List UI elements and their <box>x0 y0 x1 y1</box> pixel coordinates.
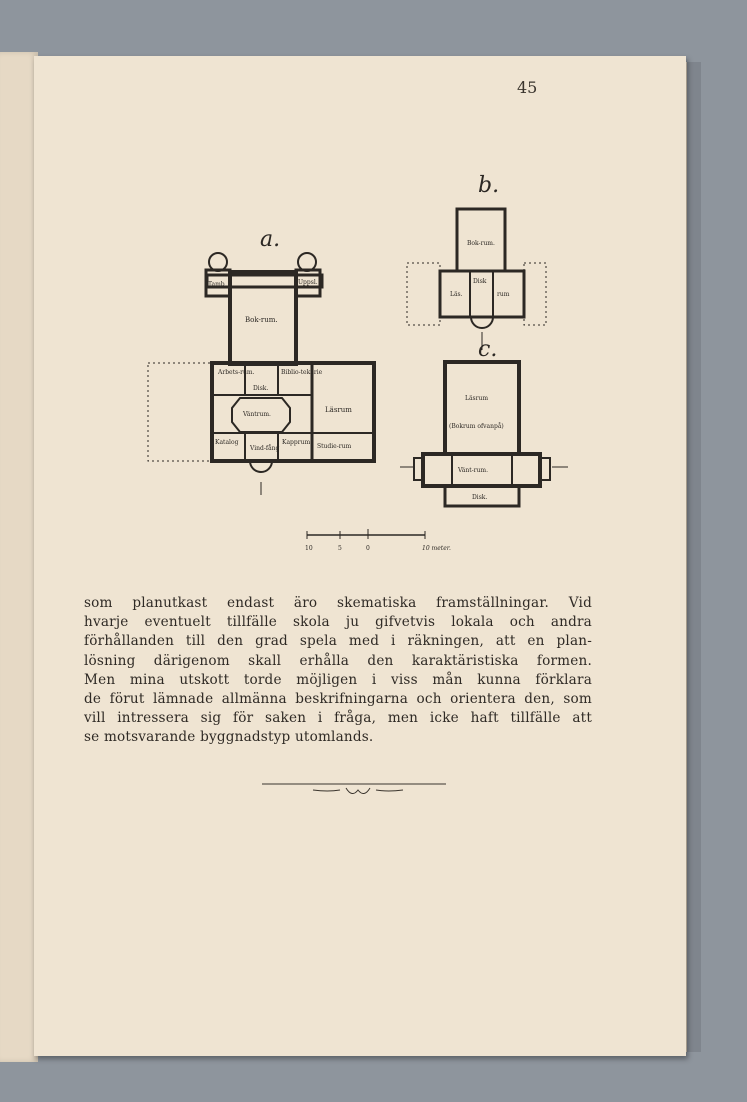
plan-a-letter: a. <box>260 227 281 252</box>
text-line: som planutkast endast äro skematiska framställningar. Vid <box>84 595 592 611</box>
room-rum-b: rum <box>497 291 510 298</box>
text-line: lösning därigenom skall erhålla den karaktäristiska formen. <box>84 652 592 669</box>
room-vantrum-a: Väntrum. <box>243 411 271 418</box>
room-lasrum-a: Läsrum <box>325 406 352 414</box>
room-kapprum: Kapprum <box>282 439 311 446</box>
text-line: de förut lämnade allmänna beskrifningarna och orientera den, som <box>84 691 592 708</box>
room-uppsl: Uppsl. <box>298 279 318 286</box>
room-tamb: Tamb <box>208 281 225 288</box>
text-line: förhållanden till den grad spela med i räkningen, att en plan- <box>84 633 592 650</box>
text-line: hvarje eventuelt tillfälle skola ju gifvetvis lokala och andra <box>84 614 592 631</box>
room-katalog: Katalog <box>215 439 239 446</box>
facing-page-edge <box>0 52 38 1062</box>
section-ornament <box>258 778 488 808</box>
floor-plans-drawing <box>100 110 580 552</box>
room-lasrum-c: Läsrum <box>465 395 489 402</box>
room-disk-b: Disk <box>473 278 487 285</box>
text-line: vill intressera sig för saken i fråga, men icke haft tillfälle att <box>84 710 592 727</box>
page-number: 45 <box>517 78 538 97</box>
room-disk-c: Disk. <box>472 494 488 501</box>
scale-label-5: 5 <box>338 545 342 552</box>
body-paragraph <box>84 594 592 748</box>
room-las-b: Läs. <box>450 291 463 298</box>
room-vantrum-c: Vänt-rum. <box>458 467 488 474</box>
room-vindfang: Vind-fång <box>250 445 280 452</box>
room-studierum: Studie-rum <box>317 443 352 450</box>
plan-b-letter: b. <box>478 173 500 198</box>
page-stack-edge <box>686 62 701 1052</box>
plan-c-letter: c. <box>478 337 498 362</box>
plan-b <box>407 173 546 328</box>
scale-label-10: 10 <box>305 545 313 552</box>
text-line: se motsvarande byggnadstyp utomlands. <box>84 729 374 746</box>
text-line: Men mina utskott torde möjligen i viss mån kunna förklara <box>84 671 592 688</box>
scale-label-0: 0 <box>366 545 370 552</box>
room-arbetsrum: Arbets-rum. <box>218 369 255 376</box>
scale-label-meter: 10 meter. <box>422 545 451 552</box>
room-bokrum-a: Bok-rum. <box>245 316 278 324</box>
room-bokrum-ofvanpa: (Bokrum ofvanpå) <box>449 423 504 430</box>
room-bokrum-b: Bok-rum. <box>467 240 495 247</box>
room-disk-a: Disk. <box>253 385 269 392</box>
room-bibliotekarie: Biblio-tekarie <box>281 369 323 376</box>
